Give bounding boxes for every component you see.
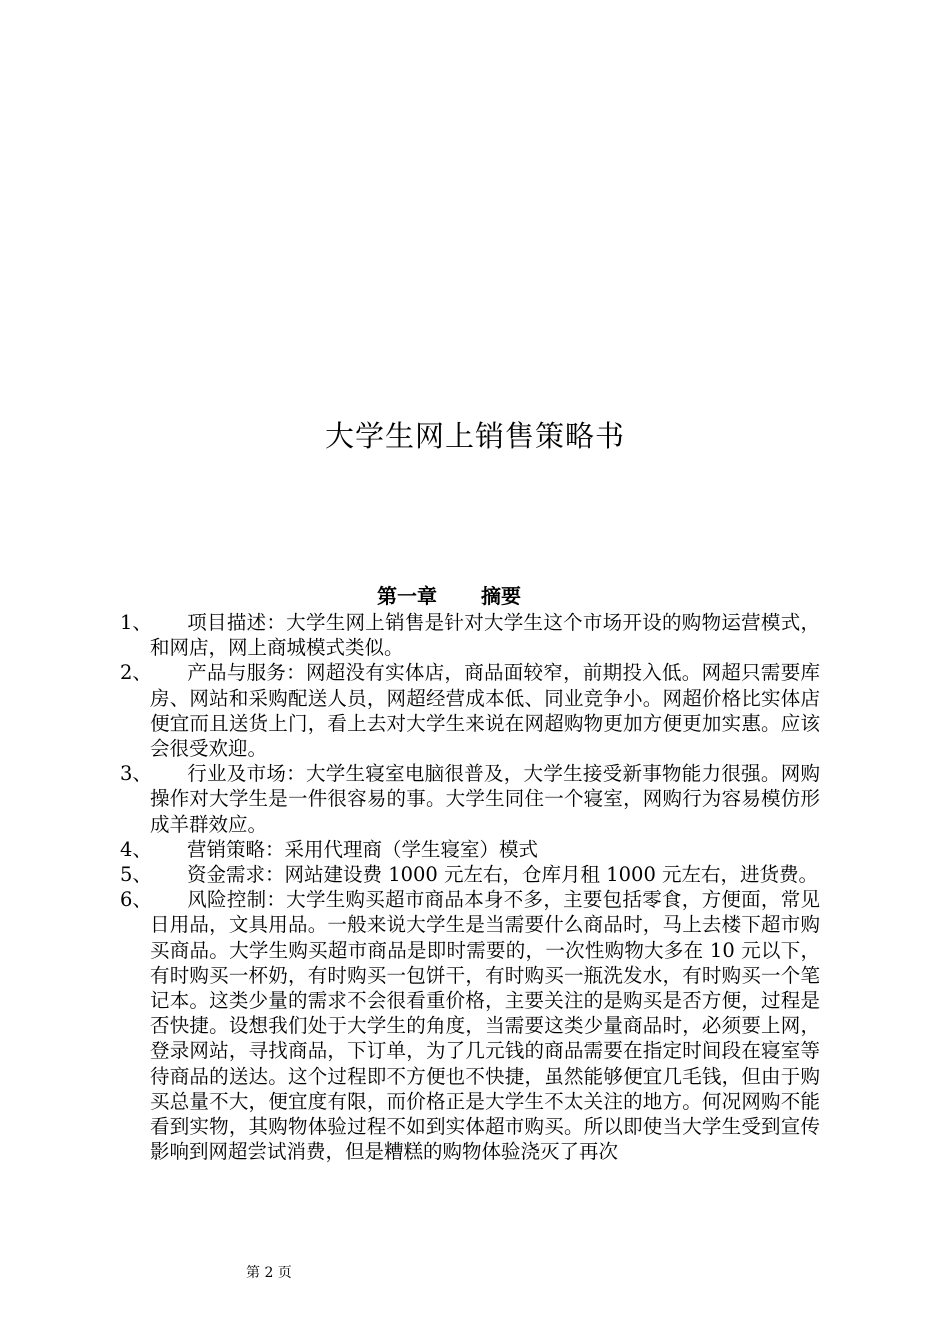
document-title: 大学生网上销售策略书	[324, 419, 625, 453]
page-number: 第 2 页	[246, 1265, 292, 1281]
item-text: 营销策略：采用代理商（学生寝室）模式	[187, 837, 539, 861]
item-number: 2、	[120, 661, 152, 685]
list-item	[120, 837, 820, 862]
chapter-number: 第一章	[377, 584, 437, 608]
item-text: 行业及市场：大学生寝室电脑很普及，大学生接受新事物能力很强。网购操作对大学生是一件很容易的事。大学生同住一个寝室，网购行为容易模仿形成羊群效应。	[150, 762, 820, 836]
list-item	[120, 887, 820, 1164]
list-item	[120, 761, 820, 837]
item-number: 3、	[120, 762, 152, 786]
item-text: 项目描述：大学生网上销售是针对大学生这个市场开设的购物运营模式， 和网店，网上商城模式类似。	[150, 611, 820, 660]
item-number: 1、	[120, 611, 152, 634]
list-item	[120, 660, 820, 761]
list-item	[120, 862, 820, 887]
item-number: 5、	[120, 863, 152, 887]
item-text: 产品与服务：网超没有实体店，商品面较窄，前期投入低。网超只需要库房、网站和采购配送人员，网超经营成本低、同业竞争小。网超价格比实体店便宜而且送货上门，看上去对大学生来说在网超购物更加方便更加实惠。应该会很受欢迎。	[150, 661, 820, 761]
item-number: 6、	[120, 888, 152, 912]
list-item	[120, 610, 820, 660]
item-number: 4、	[120, 837, 152, 861]
item-text: 风险控制：大学生购买超市商品本身不多，主要包括零食，方便面，常见日用品，文具用品。一般来说大学生是当需要什么商品时，马上去楼下超市购买商品。大学生购买超市商品是即时需要的，一次性购物大多在 10 元以下，有时购买一杯奶，有时购买一包饼干，有时购买一瓶洗发水，有时购买一个笔记本。这类少量的需求不会很看重价格，主要关注的是购买是否方便，过程是否快捷。设想我们处于大学生的角度，当需要这类少量商品时，必须要上网，登录网站，寻找商品，下订单，为了几元钱的商品需要在指定时间段在寝室等待商品的送达。这个过程即不方便也不快捷，虽然能够便宜几毛钱，但由于购买总量不大，便宜度有限，而价格正是大学生不太关注的地方。何况网购不能看到实物，其购物体验过程不如到实体超市购买。所以即使当大学生受到宣传影响到网超尝试消费，但是糟糕的购物体验浇灭了再次	[150, 888, 820, 1164]
item-text: 资金需求：网站建设费 1000 元左右，仓库月租 1000 元左右，进货费。	[187, 863, 819, 887]
chapter-name: 摘要	[481, 584, 521, 608]
chapter-heading	[0, 583, 898, 609]
summary-list	[120, 610, 820, 1164]
